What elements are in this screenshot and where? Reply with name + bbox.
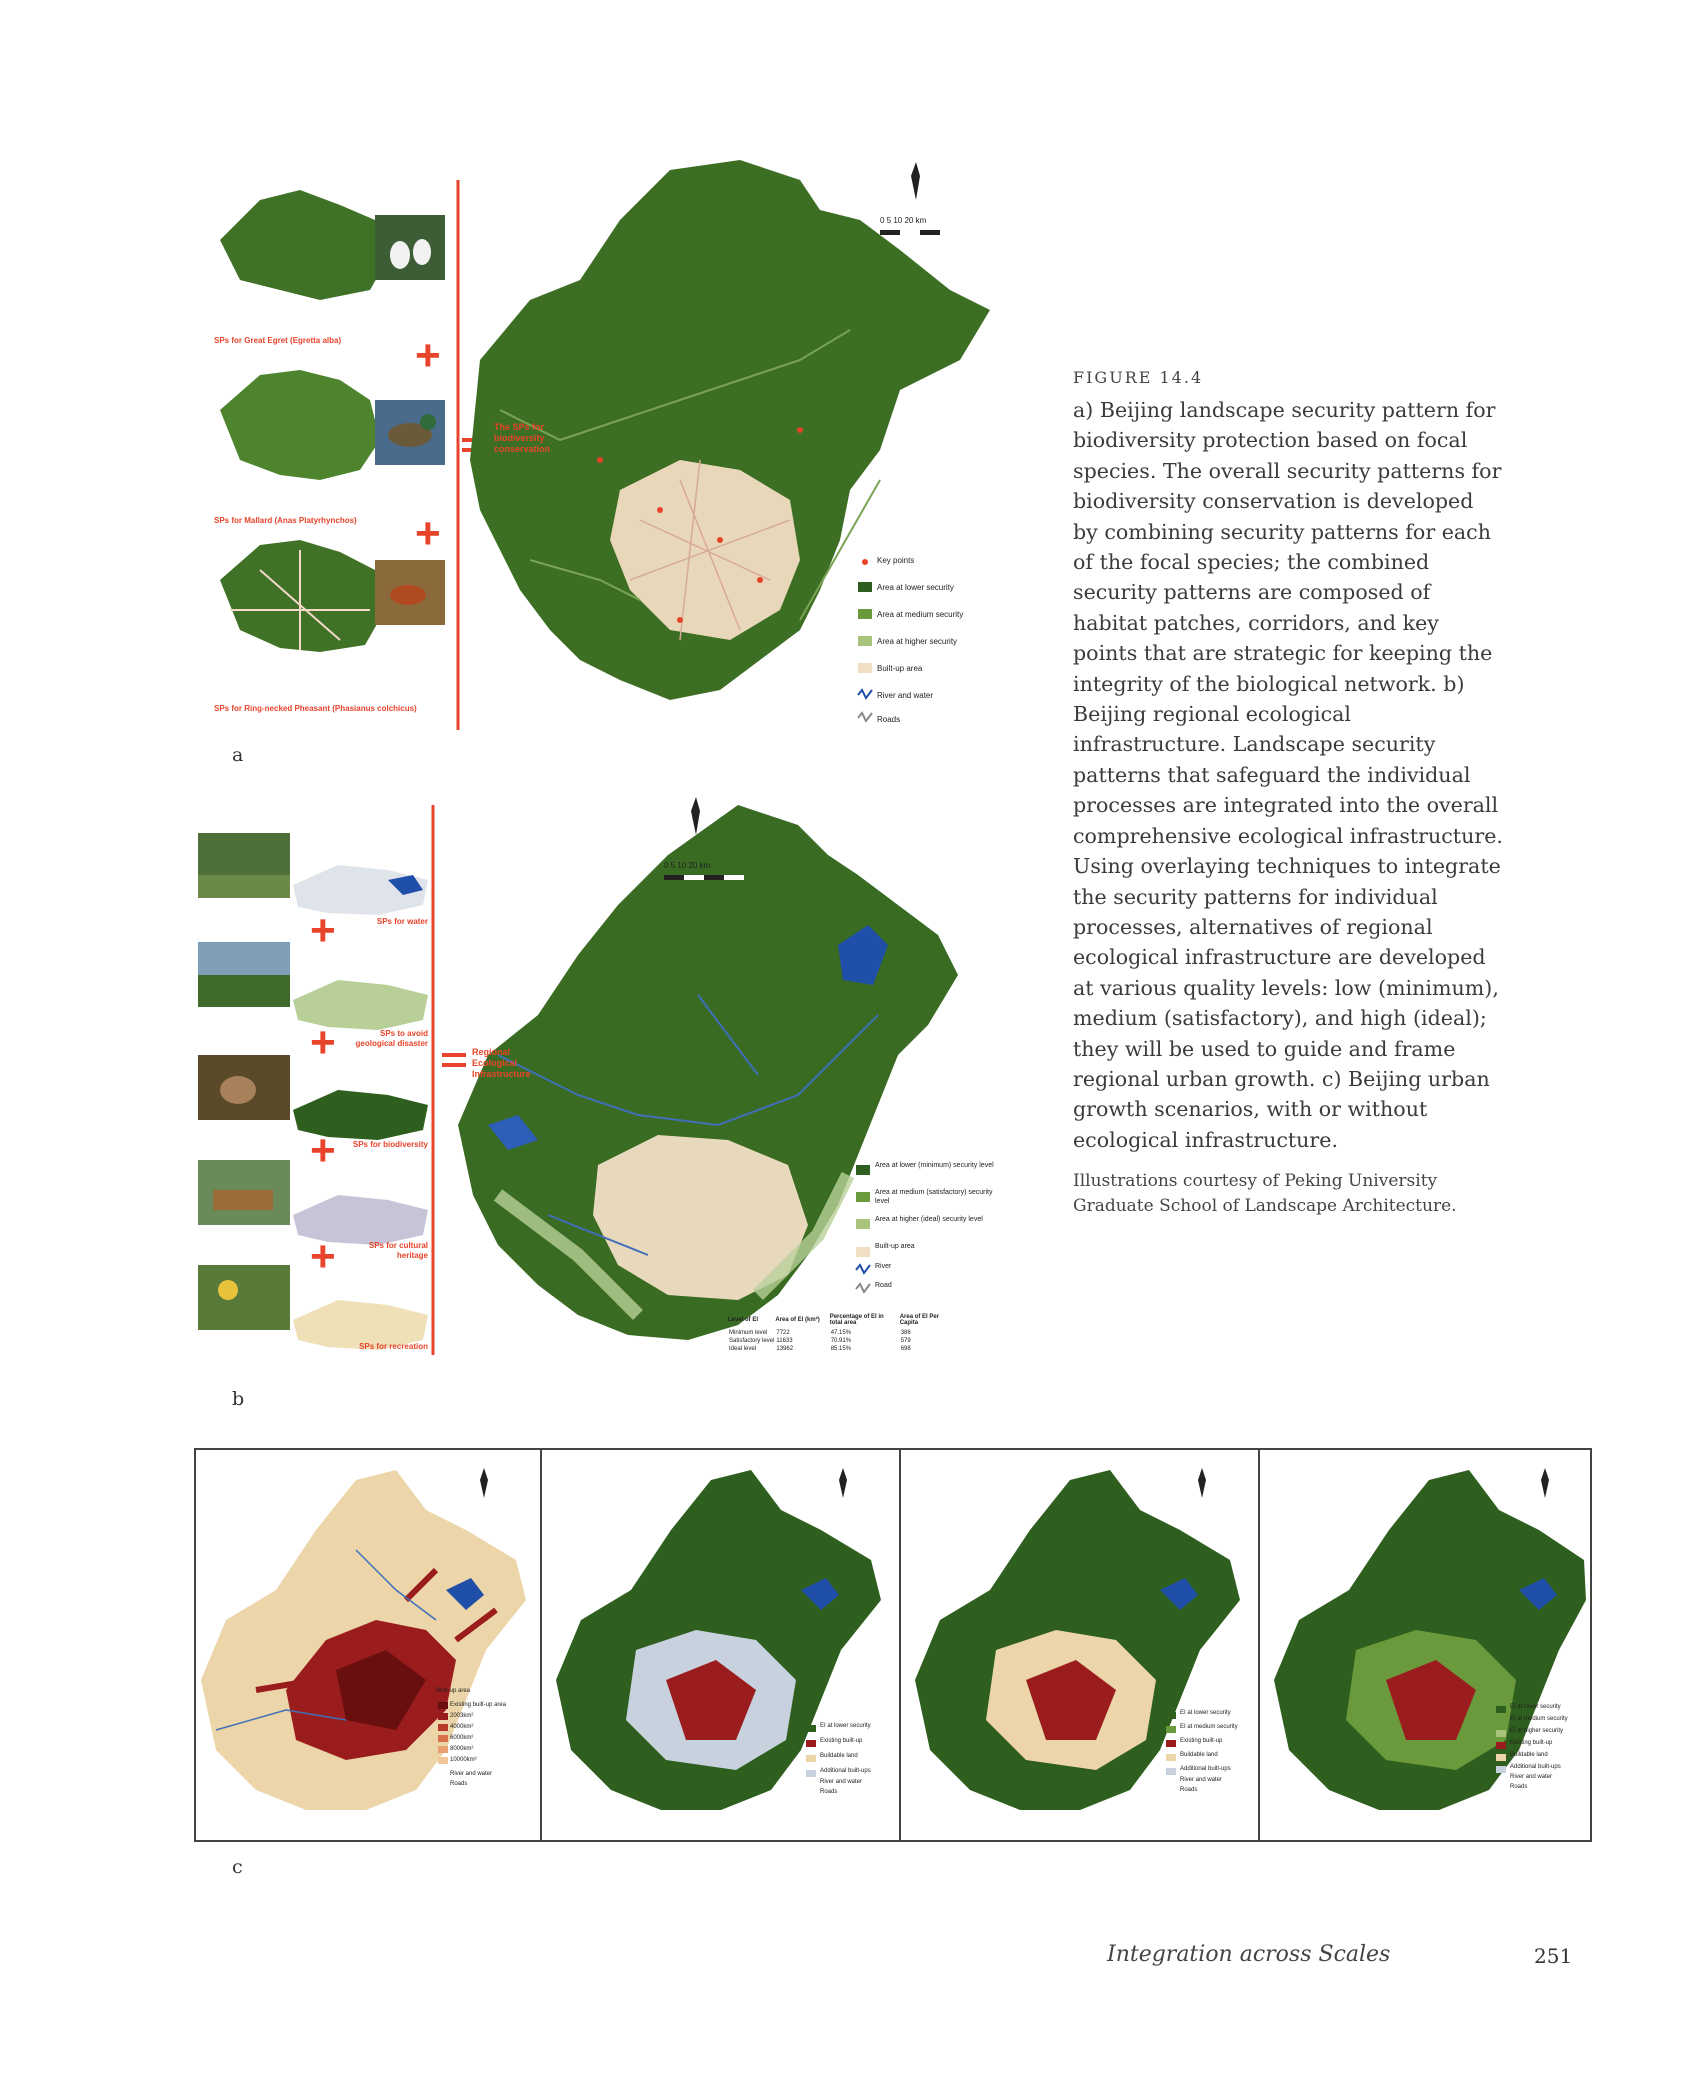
- legend-c1-item: Built-up area: [436, 1688, 471, 1694]
- legend-c3-item: Additional built-ups: [1180, 1766, 1231, 1772]
- sublabel-water: SPs for water: [376, 917, 428, 926]
- panel-label-a: a: [232, 744, 244, 766]
- table-cell: 11633: [776, 1338, 793, 1344]
- photo-recreation: [198, 1265, 290, 1330]
- table-cell: Ideal level: [729, 1346, 757, 1352]
- photo-egret: [375, 215, 445, 280]
- figure-number: FIGURE 14.4: [1073, 368, 1204, 387]
- svg-text:+: +: [415, 331, 441, 380]
- table-cell: 698: [900, 1346, 911, 1352]
- figure-panel-c: [194, 1448, 1592, 1842]
- legend-b: [875, 1161, 1005, 1301]
- table-cell: 70.91%: [830, 1338, 852, 1344]
- legend-a-item: Built-up area: [877, 664, 923, 673]
- legend-c1-item: River and water: [450, 1771, 493, 1777]
- table-header: Area of EI (km²): [775, 1317, 820, 1323]
- table-cell: 85.15%: [830, 1346, 852, 1352]
- small-map-pheasant: [220, 540, 385, 652]
- legend-c2-item: Buildable land: [820, 1753, 858, 1759]
- small-map-mallard: [220, 370, 380, 480]
- legend-a-item: Area at lower security: [877, 583, 954, 592]
- legend-b-item: Area at medium (satisfactory) security level: [875, 1189, 993, 1205]
- legend-c2-item: Roads: [820, 1789, 838, 1795]
- scale-bar-b: 0 5 10 20 km: [664, 861, 711, 870]
- legend-c1-item: 6000km²: [450, 1735, 474, 1741]
- legend-c3: [1180, 1710, 1258, 1797]
- panel-b-maps: [198, 795, 1006, 1395]
- table-cell: 386: [900, 1330, 911, 1336]
- table-row: [728, 1337, 950, 1345]
- legend-c3-item: EI at lower security: [1180, 1710, 1231, 1716]
- svg-text:+: +: [415, 509, 441, 558]
- north-arrow-icon: [839, 1468, 847, 1498]
- ei-area-table: [728, 1313, 950, 1353]
- legend-c4-item: Existing built-up: [1510, 1740, 1553, 1746]
- legend-b-item: River: [875, 1263, 892, 1270]
- sublabel-egret: SPs for Great Egret (Egretta alba): [214, 336, 342, 345]
- north-arrow-icon: [480, 1468, 488, 1498]
- table-header: Percentage of EI in total area: [829, 1314, 884, 1326]
- legend-a: [877, 556, 963, 735]
- legend-b-item: Area at lower (minimum) security level: [875, 1162, 994, 1169]
- figure-panel-a: [200, 160, 1000, 735]
- svg-text:+: +: [310, 1018, 336, 1067]
- svg-text:+: +: [310, 906, 336, 955]
- panel-label-b: b: [232, 1388, 245, 1410]
- table-header: Level of EI: [728, 1317, 759, 1323]
- legend-c1-item: 8000km²: [450, 1746, 474, 1752]
- caption-credit: Illustrations courtesy of Peking University Graduate School of Landscape Architecture.: [1073, 1171, 1457, 1217]
- small-map-egret: [220, 190, 390, 300]
- legend-c2-item: EI at lower security: [820, 1723, 871, 1729]
- sublabel-recreation: SPs for recreation: [359, 1342, 428, 1351]
- panel-label-c: c: [232, 1856, 243, 1878]
- legend-b-item: Road: [875, 1282, 892, 1289]
- sublabel-mallard: SPs for Mallard (Anas Platyrhynchos): [214, 516, 357, 525]
- legend-c4-item: Buildable land: [1510, 1752, 1548, 1758]
- legend-c3-item: EI at medium security: [1180, 1724, 1238, 1730]
- table-cell: 579: [900, 1338, 911, 1344]
- combined-label-b: Regional Ecological Infrastructure: [472, 1047, 531, 1079]
- legend-a-item: Roads: [877, 715, 901, 724]
- combined-label-a: The SPs for biodiversity conservation: [494, 422, 551, 454]
- table-row: [728, 1329, 950, 1337]
- legend-a-item: Area at medium security: [877, 610, 964, 619]
- sublabel-heritage: SPs for cultural heritage: [368, 1241, 428, 1260]
- legend-c2-item: Additional built-ups: [820, 1768, 871, 1774]
- legend-c4-item: EI at higher security: [1510, 1728, 1564, 1734]
- legend-a-item: Area at higher security: [877, 637, 958, 646]
- legend-c3-item: Existing built-up: [1180, 1738, 1223, 1744]
- legend-a-item: River and water: [877, 691, 934, 700]
- caption-body: a) Beijing landscape security pattern for biodiversity protection based on focal species. The overall security patterns for biodiversity conservation is developed by combining security patterns for each of the focal species; the combined security patterns are composed of habitat patches, corridors, and key points that are strategic for keeping the integrity of the biological network. b) Beijing regional ecological infrastructure. Landscape security patterns that safeguard the individual processes are integrated into the overall comprehensive ecological infrastructure. Using overlaying techniques to integrate the security patterns for individual processes, alternatives of regional ecological infrastructure are developed at various quality levels: low (minimum), medium (satisfactory), and high (ideal); they will be used to guide and frame regional urban growth. c) Beijing urban growth scenarios, with or without ecological infrastructure.: [1073, 398, 1503, 1152]
- legend-c4-item: Additional built-ups: [1510, 1764, 1561, 1770]
- table-cell: 7722: [776, 1330, 790, 1336]
- legend-c4-item: Roads: [1510, 1784, 1528, 1790]
- legend-c1-item: 10000km²: [450, 1757, 477, 1763]
- legend-c4: [1510, 1704, 1590, 1794]
- legend-c2: [820, 1723, 900, 1799]
- legend-c4-item: River and water: [1510, 1774, 1553, 1780]
- table-header: Area of EI Per Capita: [899, 1314, 940, 1326]
- north-arrow-icon: [1541, 1468, 1549, 1498]
- table-header-row: [728, 1313, 950, 1329]
- legend-c1-item: 4000km²: [450, 1724, 474, 1730]
- table-row: [728, 1345, 950, 1353]
- legend-b-item: Area at higher (ideal) security level: [875, 1216, 983, 1223]
- table-cell: 13962: [776, 1346, 794, 1352]
- legend-a-item: Key points: [877, 556, 915, 565]
- running-title: Integration across Scales: [1107, 1942, 1391, 1967]
- legend-c4-item: EI at lower security: [1510, 1704, 1561, 1710]
- scale-bar-a: 0 5 10 20 km: [880, 216, 927, 225]
- legend-c1: [436, 1688, 536, 1791]
- table-cell: 47.15%: [830, 1330, 852, 1336]
- legend-c4-item: EI at medium security: [1510, 1716, 1568, 1722]
- north-arrow-icon: [691, 797, 700, 835]
- sublabel-biodiversity: SPs for biodiversity: [352, 1140, 428, 1149]
- sublabel-geology: SPs to avoid geological disaster: [355, 1029, 428, 1048]
- figure-caption: [1073, 368, 1503, 1219]
- page-number: 251: [1534, 1944, 1573, 1968]
- legend-c1-item: Roads: [450, 1781, 468, 1787]
- svg-text:+: +: [310, 1232, 336, 1281]
- legend-c2-item: Existing built-up: [820, 1738, 863, 1744]
- svg-text:+: +: [310, 1126, 336, 1175]
- north-arrow-icon: [911, 162, 920, 200]
- legend-b-item: Built-up area: [875, 1243, 915, 1250]
- legend-c2-item: River and water: [820, 1779, 863, 1785]
- legend-c3-item: River and water: [1180, 1777, 1223, 1783]
- sublabel-pheasant: SPs for Ring-necked Pheasant (Phasianus colchicus): [214, 704, 417, 713]
- legend-c3-item: Buildable land: [1180, 1752, 1218, 1758]
- legend-c1-item: Existing built-up area: [450, 1702, 507, 1708]
- table-cell: Minimum level: [729, 1330, 768, 1336]
- north-arrow-icon: [1198, 1468, 1206, 1498]
- table-cell: Satisfactory level: [729, 1338, 775, 1344]
- legend-c3-item: Roads: [1180, 1787, 1198, 1793]
- figure-panel-b: [198, 795, 1006, 1395]
- legend-c1-item: 2003km²: [450, 1713, 474, 1719]
